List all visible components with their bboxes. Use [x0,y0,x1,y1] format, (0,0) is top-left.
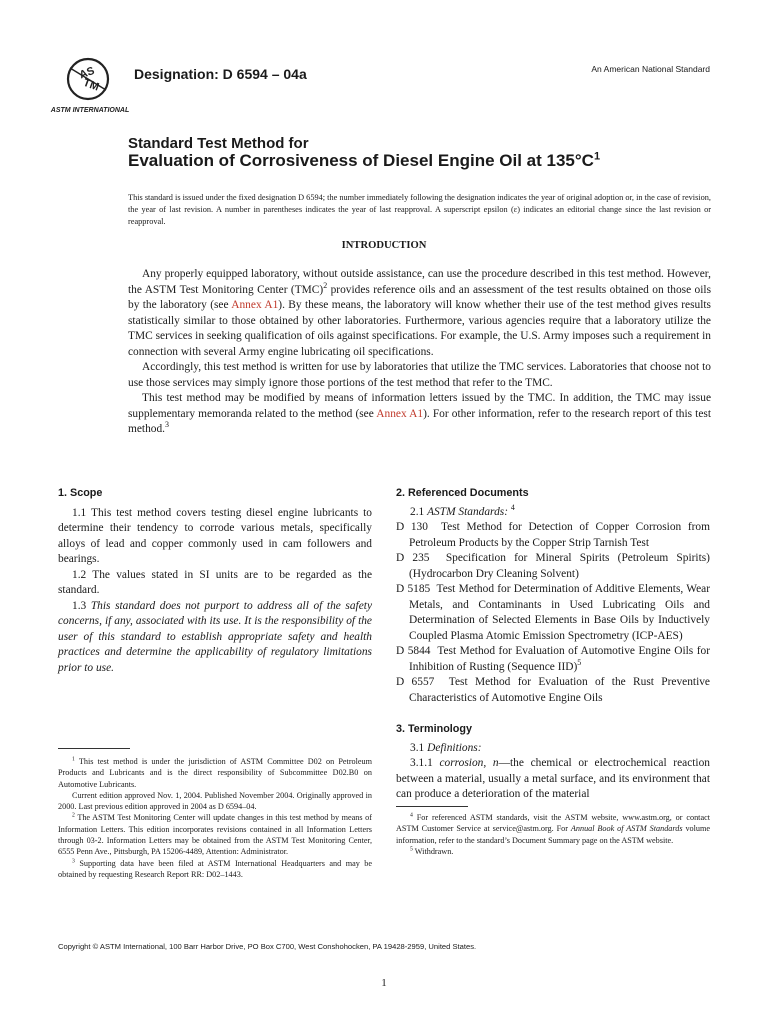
terminology-3-1-1: 3.1.1 corrosion, n—the chemical or electrochemical reaction between a material, usually a metal surface, and its environment that can produce a deterioration of the material [396,757,710,800]
footnote-5: $^5$ Withdrawn. [410,846,454,856]
scope-heading: 1. Scope [58,487,103,499]
copyright-line: Copyright © ASTM International, 100 Barr Harbor Drive, PO Box C700, West Conshohocken, PA 19428-2959, United States. [58,942,477,951]
footnote: $^1$ This test method is under the jurisdiction of ASTM Committee D02 on Petroleum Products and Lubricants and is the direct responsibility of Subcommittee D02.B0 on Automotive Lubricants. [58,756,373,789]
footnote: $^2$ The ASTM Test Monitoring Center will update changes in this test method by means of Information Letters. This edition incorporates revisions contained in all Information Letters through 03-2. Information Letters may be obtained from the ASTM Test Monitoring Center, 6555 Penn Ave., Pittsburgh, PA 15206-4489, Attention: Administrator. [58,812,372,857]
referenced-item: D 5844 Test Method for Evaluation of Automotive Engine Oils for Inhibition of Rusting (Sequence IID)$^5$ [396,645,710,673]
scope-1-3: 1.3 This standard does not purport to address all of the safety concerns, if any, associated with its use. It is the responsibility of the user of this standard to establish appropriate safety and health practices and determine the applicability of regulatory limitations prior to use. [58,599,372,674]
svg-text:ASTM INTERNATIONAL: ASTM INTERNATIONAL [50,107,130,114]
intro-paragraph-1: Any properly equipped laboratory, without outside assistance, can use the procedure described in this test method. However, the ASTM Test Monitoring Center (TMC)$^2$ provides reference oils and an assessment of the test results obtained on those oils by the laboratory (see Annex A1). By these means, the laboratory will know whether their use of the test method gives results statistically similar to those obtained by other laboratories. Furthermore, various agencies require that a laboratory utilize the TMC services in seeking qualification of oils against specifications. For example, the U.S. Army imposes such a requirement in connection with several Army engine lubricating oil specifications. [128,268,712,358]
footnote-rule [396,806,468,807]
referenced-item: D 6557 Test Method for Evaluation of the Rust Preventive Characteristics of Automotive Engine Oils [396,676,710,704]
footnotes-right [396,812,710,857]
svg-text:TM: TM [81,76,101,94]
astm-logo-icon [50,52,130,118]
referenced-documents-section [396,486,710,706]
title-line2: Evaluation of Corrosiveness of Diesel Engine Oil at $135^\circ C^1$ [128,150,601,170]
terminology-heading: 3. Terminology [396,723,472,735]
referenced-item: D 130 Test Method for Detection of Copper Corrosion from Petroleum Products by the Copper Strip Tarnish Test [396,521,710,549]
footnote: Current edition approved Nov. 1, 2004. Published November 2004. Originally approved in 2000. Last previous edition approved in 2004 as D 6594–04. [58,790,372,812]
page-number: 1 [381,977,387,989]
issued-note: This standard is issued under the fixed designation D 6594; the number immediately following the designation indicates the year of original adoption or, in the case of revision, the year of last revision. A number in parentheses indicates the year of last reapproval. A superscript epsilon (ε) indicates an editorial change since the last revision or reapproval. [128,193,711,226]
scope-1-1: 1.1 This test method covers testing diesel engine lubricants to determine their tendency to corrode various metals, specifically alloys of lead and copper commonly used in cam followers and bearings. [58,506,372,565]
designation: Designation: D 6594 – 04a [134,66,307,82]
terminology-section [396,722,710,803]
scope-1-2: 1.2 The values stated in SI units are to be regarded as the standard. [58,568,372,596]
footnote: $^3$ Supporting data have been filed at ASTM International Headquarters and may be obtained by requesting Research Report RR: D02–1443. [58,857,373,879]
title-line1: Standard Test Method for [128,135,309,152]
footnote-4: $^4$ For referenced ASTM standards, visit the ASTM website, www.astm.org, or contact ASTM Customer Service at service@astm.org. For Annual Book of ASTM Standards volume information, refer to the standard’s Document Summary page on the ASTM website. [396,812,711,845]
annex-a1-link[interactable]: Annex A1 [376,407,424,420]
terminology-3-1: 3.1 Definitions: [410,741,482,754]
svg-text:AS: AS [77,64,97,82]
referenced-item: D 235 Specification for Mineral Spirits (Petroleum Spirits) (Hydrocarbon Dry Cleaning Solvent) [396,552,710,580]
astm-logo [50,52,130,118]
footnotes-left [58,756,372,880]
introduction-heading: INTRODUCTION [341,240,427,251]
referenced-heading: 2. Referenced Documents [396,487,529,499]
introduction-body [128,267,711,438]
referenced-2-1: 2.1 ASTM Standards: $^4$ [410,502,515,518]
annex-a1-link[interactable]: Annex A1 [231,299,279,311]
american-national-standard: An American National Standard [591,64,710,74]
referenced-list [396,520,710,706]
referenced-item: D 5185 Test Method for Determination of Additive Elements, Wear Metals, and Contaminants in Used Lubricating Oils and Determination of Selected Elements in Base Oils by Inductively Coupled Plasma Atomic Emission Spectrometry (ICP-AES) [396,583,711,642]
intro-paragraph-2: Accordingly, this test method is written for use by laboratories that utilize the TMC services. Laboratories that choose not to use those services may simply ignore those portions of the test method that refer to the TMC. [128,361,711,389]
scope-section [58,486,372,676]
intro-paragraph-3: This test method may be modified by means of information letters issued by the TMC. In addition, the TMC may issue supplementary memoranda related to the method (see Annex A1). For other information, refer to the research report of this test method.$^3$ [128,392,711,435]
footnote-rule [58,748,130,749]
